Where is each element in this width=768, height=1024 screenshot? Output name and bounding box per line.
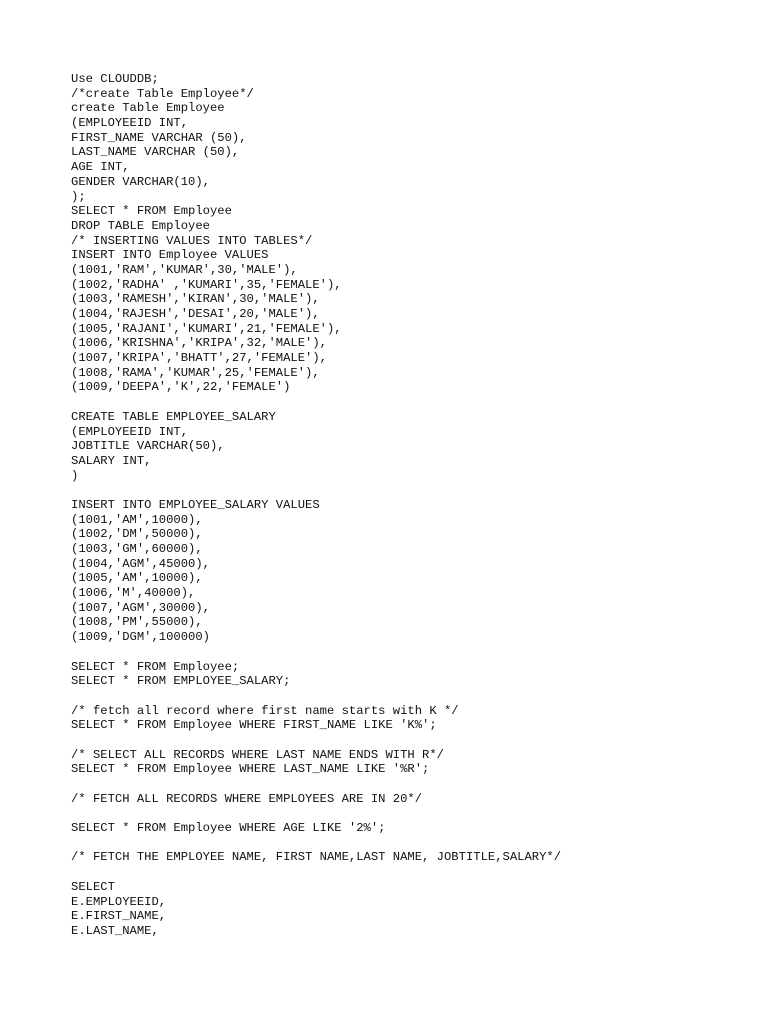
code-line: ) bbox=[71, 468, 79, 483]
sql-code-block bbox=[71, 72, 751, 939]
code-line: /* FETCH THE EMPLOYEE NAME, FIRST NAME,LAST NAME, JOBTITLE,SALARY*/ bbox=[71, 850, 562, 865]
code-line: (1009,'DEEPA','K',22,'FEMALE') bbox=[71, 380, 291, 395]
blank-line bbox=[71, 777, 751, 792]
code-line: (1008,'PM',55000), bbox=[71, 615, 203, 630]
code-line: GENDER VARCHAR(10), bbox=[71, 174, 210, 189]
code-line: /* SELECT ALL RECORDS WHERE LAST NAME ENDS WITH R*/ bbox=[71, 747, 444, 762]
code-line: /* FETCH ALL RECORDS WHERE EMPLOYEES ARE IN 20*/ bbox=[71, 791, 423, 806]
code-line: /*create Table Employee*/ bbox=[71, 86, 254, 101]
code-line: (1003,'GM',60000), bbox=[71, 542, 203, 556]
code-line: E.EMPLOYEEID, bbox=[71, 894, 167, 909]
code-line: SELECT * FROM Employee bbox=[71, 204, 232, 219]
code-line: (1001,'RAM','KUMAR',30,'MALE'), bbox=[71, 262, 298, 277]
code-line: JOBTITLE VARCHAR(50), bbox=[71, 439, 225, 454]
code-line: LAST_NAME VARCHAR (50), bbox=[71, 145, 240, 160]
code-line: SELECT bbox=[71, 879, 115, 894]
code-line: CREATE TABLE EMPLOYEE_SALARY bbox=[71, 409, 276, 424]
blank-line bbox=[71, 806, 751, 821]
code-line: (1009,'DGM',100000) bbox=[71, 630, 210, 645]
code-line: SELECT * FROM Employee; bbox=[71, 659, 240, 674]
code-line: (1002,'DM',50000), bbox=[71, 527, 203, 542]
code-line: create Table Employee bbox=[71, 101, 225, 116]
code-line: FIRST_NAME VARCHAR (50), bbox=[71, 130, 247, 145]
code-line: SELECT * FROM Employee WHERE LAST_NAME LIKE '%R'; bbox=[71, 762, 430, 777]
code-line: E.FIRST_NAME, bbox=[71, 909, 167, 924]
code-line: (1005,'AM',10000), bbox=[71, 571, 203, 586]
code-line: (1002,'RADHA' ,'KUMARI',35,'FEMALE'), bbox=[71, 277, 342, 292]
code-line: (EMPLOYEEID INT, bbox=[71, 424, 189, 439]
code-line: (1004,'RAJESH','DESAI',20,'MALE'), bbox=[71, 307, 320, 321]
code-line: Use CLOUDDB; bbox=[71, 72, 159, 86]
code-line: (1008,'RAMA','KUMAR',25,'FEMALE'), bbox=[71, 365, 320, 380]
blank-line bbox=[71, 483, 751, 498]
code-line: (1007,'KRIPA','BHATT',27,'FEMALE'), bbox=[71, 351, 327, 366]
code-line: (1006,'KRISHNA','KRIPA',32,'MALE'), bbox=[71, 336, 327, 351]
blank-line bbox=[71, 865, 751, 880]
code-line: E.LAST_NAME, bbox=[71, 923, 159, 938]
code-line: (1005,'RAJANI','KUMARI',21,'FEMALE'), bbox=[71, 321, 342, 336]
code-line: INSERT INTO EMPLOYEE_SALARY VALUES bbox=[71, 497, 320, 512]
code-line: SELECT * FROM Employee WHERE AGE LIKE '2%'; bbox=[71, 821, 386, 836]
blank-line bbox=[71, 733, 751, 748]
blank-line bbox=[71, 645, 751, 660]
code-line: (1006,'M',40000), bbox=[71, 586, 196, 601]
code-line: (1007,'AGM',30000), bbox=[71, 600, 210, 615]
code-line: AGE INT, bbox=[71, 160, 130, 175]
code-line: ); bbox=[71, 189, 86, 204]
code-line: (1001,'AM',10000), bbox=[71, 512, 203, 527]
code-line: (EMPLOYEEID INT, bbox=[71, 116, 189, 131]
blank-line bbox=[71, 689, 751, 704]
code-line: INSERT INTO Employee VALUES bbox=[71, 248, 269, 263]
blank-line bbox=[71, 395, 751, 410]
code-line: DROP TABLE Employee bbox=[71, 218, 210, 233]
code-line: (1004,'AGM',45000), bbox=[71, 556, 210, 571]
code-line: /* fetch all record where first name starts with K */ bbox=[71, 703, 459, 718]
code-line: SELECT * FROM EMPLOYEE_SALARY; bbox=[71, 674, 291, 689]
code-line: SELECT * FROM Employee WHERE FIRST_NAME LIKE 'K%'; bbox=[71, 718, 437, 733]
code-line: SALARY INT, bbox=[71, 453, 152, 468]
code-line: (1003,'RAMESH','KIRAN',30,'MALE'), bbox=[71, 292, 320, 307]
code-line: /* INSERTING VALUES INTO TABLES*/ bbox=[71, 233, 313, 248]
blank-line bbox=[71, 836, 751, 851]
